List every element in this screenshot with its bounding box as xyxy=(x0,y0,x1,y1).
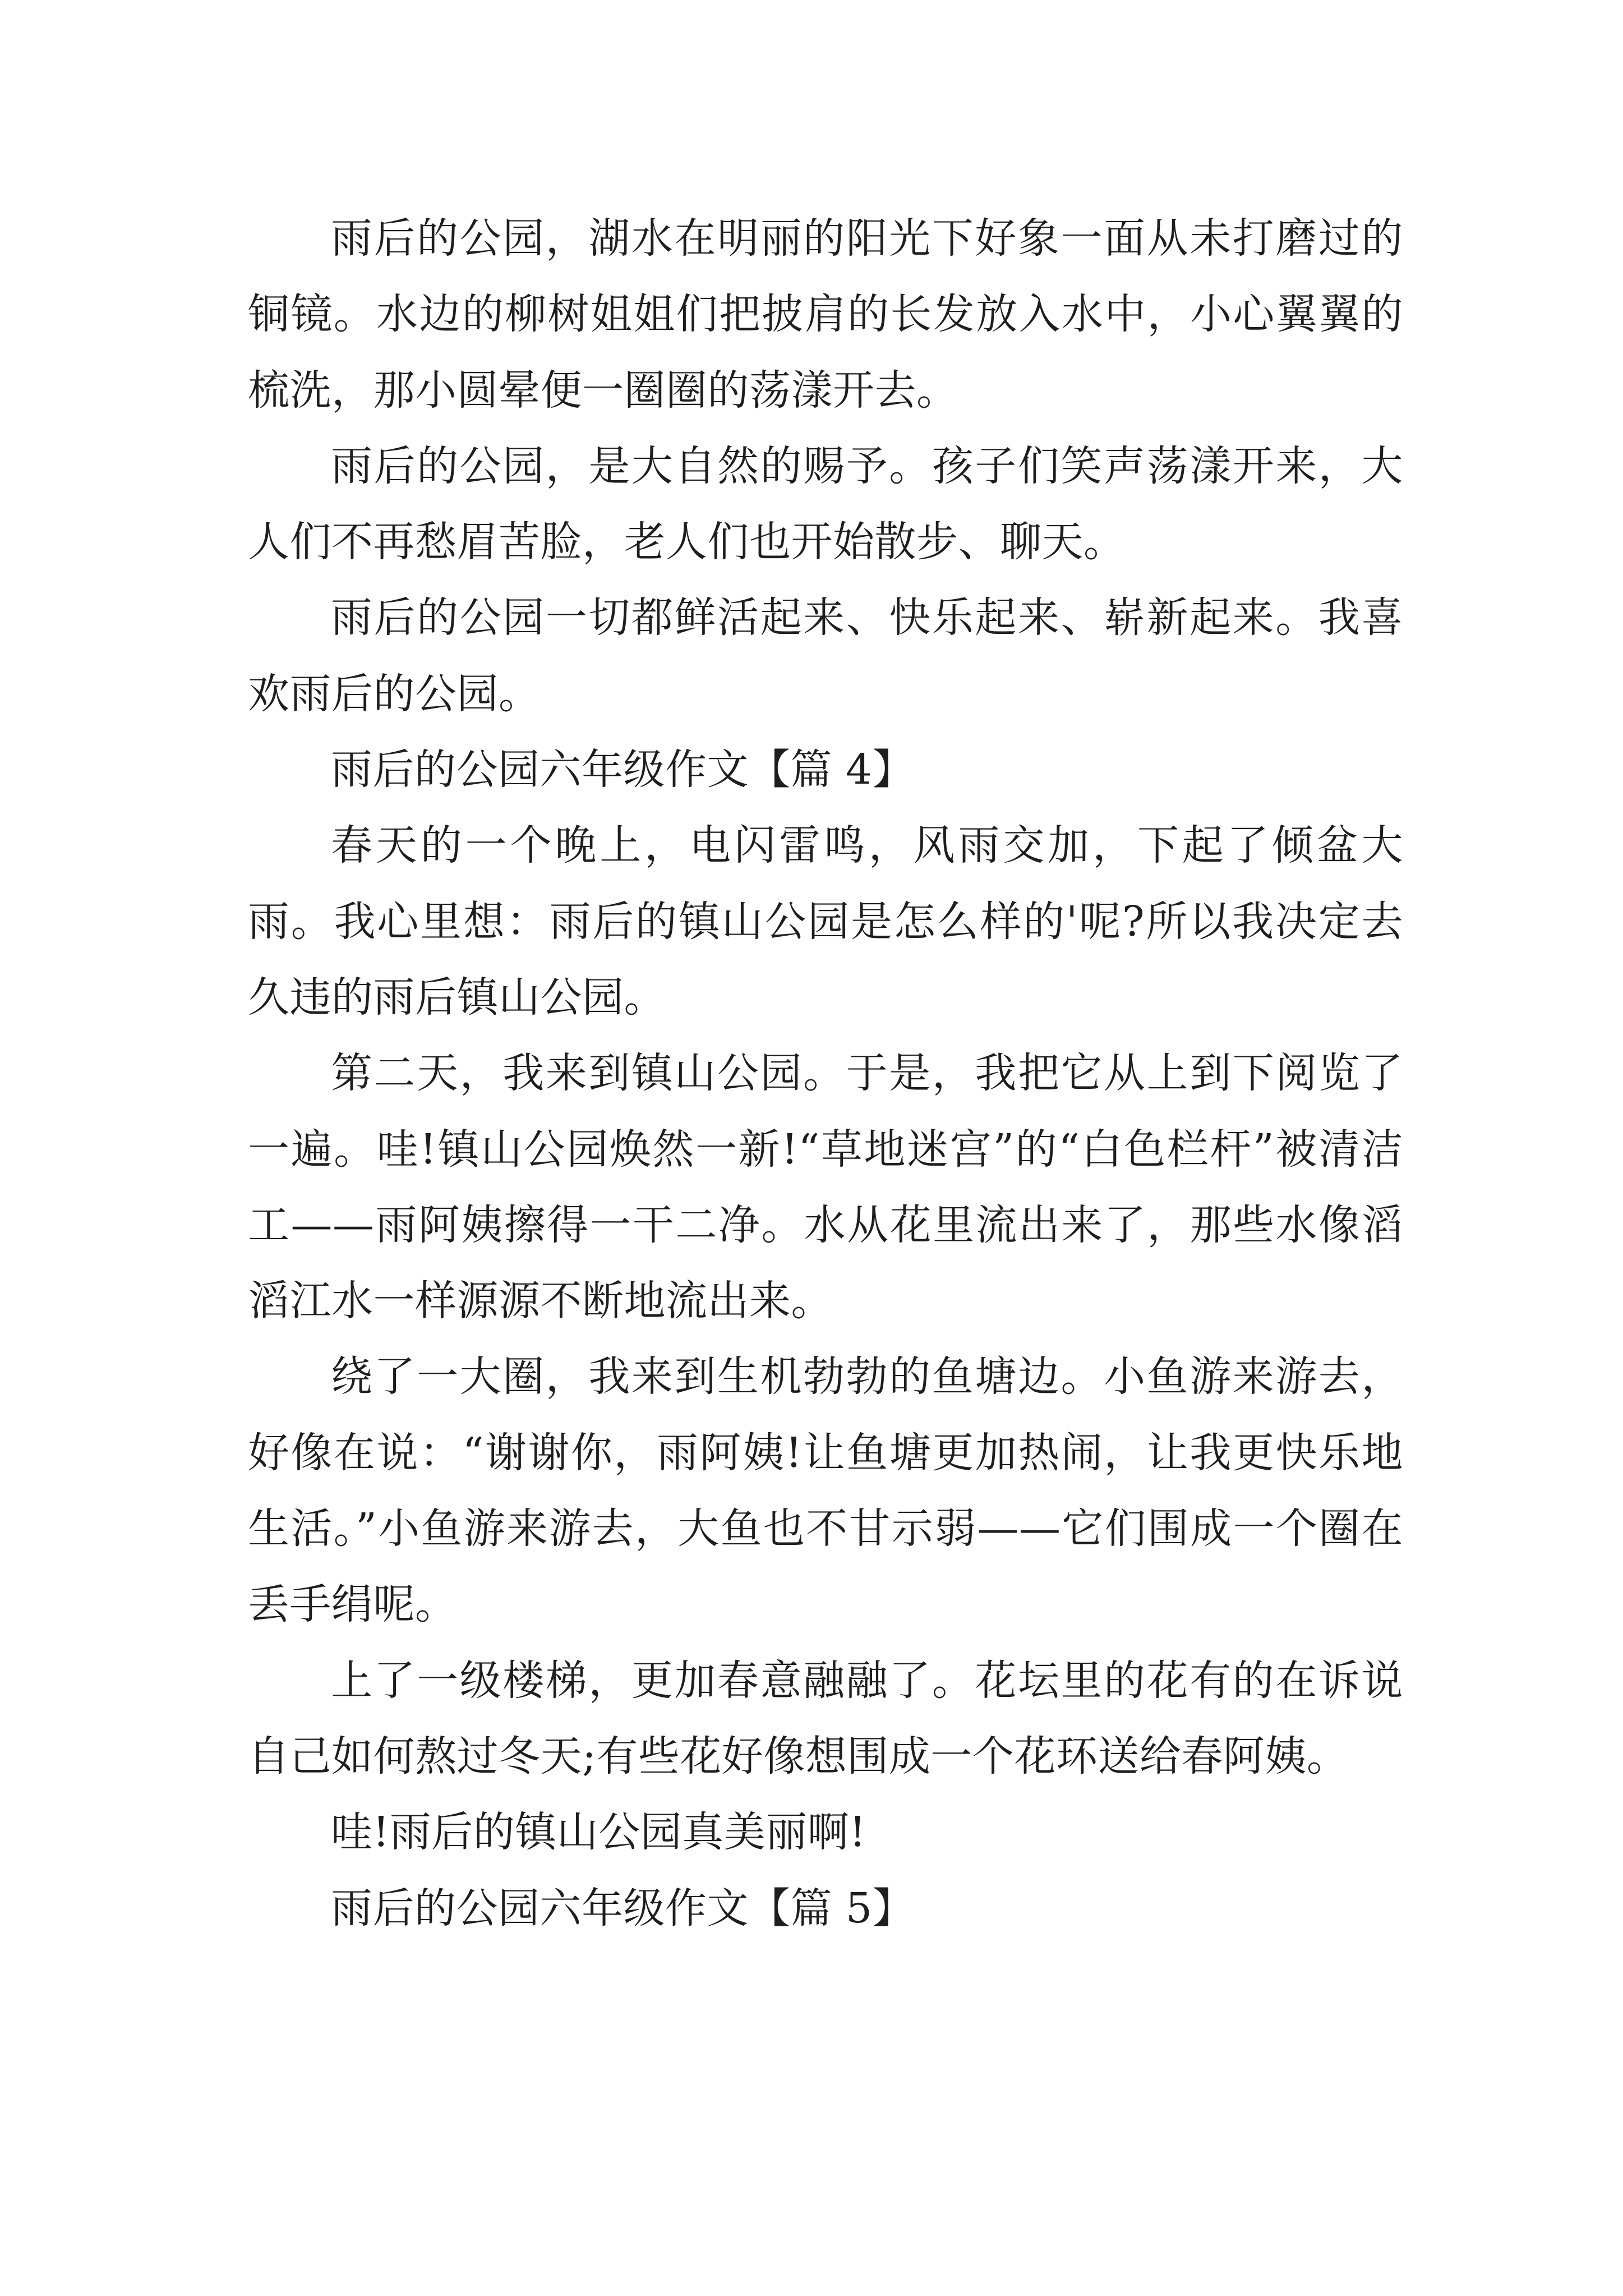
paragraph-flower-bed: 上了一级楼梯，更加春意融融了。花坛里的花有的在诉说自己如何熬过冬天;有些花好像想围成一个花环送给春阿姨。 xyxy=(248,1656,1403,1780)
paragraph-nature-gift: 雨后的公园，是大自然的赐予。孩子们笑声荡漾开来，大人们不再愁眉苦脸，老人们也开始散步、聊天。 xyxy=(248,441,1403,567)
essay-heading-5: 雨后的公园六年级作文【篇 5】 xyxy=(331,1884,915,1932)
document-body xyxy=(248,201,1403,1947)
paragraph-fish-pond: 绕了一大圈，我来到生机勃勃的鱼塘边。小鱼游来游去，好像在说：“谢谢你，雨阿姨!让鱼塘更加热闹，让我更快乐地生活。”小鱼游来游去，大鱼也不甘示弱——它们围成一个圈在丢手绢呢。 xyxy=(248,1352,1403,1629)
paragraph-second-day: 第二天，我来到镇山公园。于是，我把它从上到下阅览了一遍。哇!镇山公园焕然一新!“草地迷宫”的“白色栏杆”被清洁工——雨阿姨擦得一干二净。水从花里流出来了，那些水像滔滔江水一样源源不断地流出来。 xyxy=(248,1049,1403,1326)
essay-heading-4: 雨后的公园六年级作文【篇 4】 xyxy=(331,746,915,794)
paragraph-lake: 雨后的公园，湖水在明丽的阳光下好象一面从未打磨过的铜镜。水边的柳树姐姐们把披肩的长发放入水中，小心翼翼的梳洗，那小圆晕便一圈圈的荡漾开去。 xyxy=(248,214,1403,415)
paragraph-spring-night: 春天的一个晚上，电闪雷鸣，风雨交加，下起了倾盆大雨。我心里想：雨后的镇山公园是怎么样的'呢?所以我决定去久违的雨后镇山公园。 xyxy=(248,821,1403,1022)
paragraph-beautiful: 哇!雨后的镇山公园真美丽啊! xyxy=(331,1808,866,1857)
paragraph-everything-alive: 雨后的公园一切都鲜活起来、快乐起来、崭新起来。我喜欢雨后的公园。 xyxy=(248,593,1403,718)
